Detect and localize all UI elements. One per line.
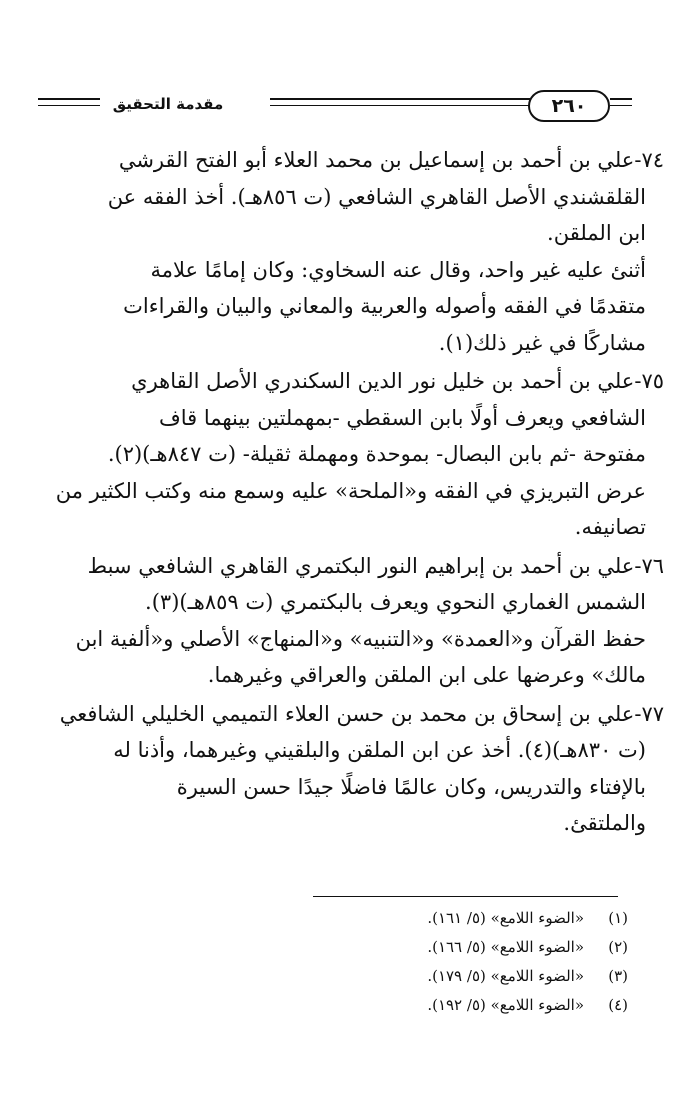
- page-number: ٢٦٠: [528, 90, 610, 122]
- entry-note-line: أثنئ عليه غير واحد، وقال عنه السخاوي: وكان إمامًا علامة: [150, 257, 646, 282]
- footnote: [268, 933, 628, 962]
- footnote-text: «الضوء اللامع» (٥/ ١٦٦).: [427, 938, 584, 956]
- entry-line: مالك» وعرضها على ابن الملقن والعراقي وغيرهما.: [207, 663, 646, 687]
- running-title: مقدمة التحقيق: [112, 95, 224, 113]
- header-rule-middle-thin: [270, 105, 530, 106]
- footnote-text: «الضوء اللامع» (٥/ ١٩٢).: [427, 996, 584, 1014]
- entry-heading-line: ٧٧-علي بن إسحاق بن محمد بن حسن العلاء التميمي الخليلي الشافعي: [59, 701, 664, 726]
- footnote-text: «الضوء اللامع» (٥/ ١٧٩).: [427, 967, 584, 985]
- footnote: [268, 962, 628, 991]
- entry-note-line: مشاركًا في غير ذلك(١).: [438, 330, 646, 355]
- footnote-separator: [313, 896, 618, 897]
- entry-heading-line: ٧٥-علي بن أحمد بن خليل نور الدين السكندري الأصل القاهري: [131, 369, 664, 393]
- page-header: [38, 84, 628, 124]
- biography-entry: [52, 142, 664, 361]
- main-text: [52, 142, 664, 844]
- entry-line: بالإفتاء والتدريس، وكان عالمًا فاضلًا جيدًا حسن السيرة: [176, 774, 646, 799]
- entry-line: والملتقئ.: [563, 811, 646, 835]
- entry-note-line: تصانيفه.: [574, 515, 646, 539]
- header-rule-middle: [270, 98, 530, 100]
- biography-entry: [52, 548, 664, 694]
- footnote: [268, 991, 628, 1020]
- entry-line: مفتوحة -ثم بابن البصال- بموحدة ومهملة ثقيلة- (ت ٨٤٧هـ)(٢).: [107, 442, 646, 466]
- entry-note-line: متقدمًا في الفقه وأصوله والعربية والمعاني والبيان والقراءات: [123, 294, 646, 318]
- entry-line: ابن الملقن.: [547, 221, 646, 245]
- entry-line: القلقشندي الأصل القاهري الشافعي (ت ٨٥٦هـ). أخذ الفقه عن: [107, 184, 646, 209]
- entry-heading-line: ٧٤-علي بن أحمد بن إسماعيل بن محمد العلاء أبو الفتح القرشي: [118, 148, 664, 172]
- biography-entry: [52, 696, 664, 842]
- biography-entry: [52, 363, 664, 546]
- footnote-number: (٢): [608, 938, 628, 956]
- footnote-text: «الضوء اللامع» (٥/ ١٦١).: [427, 909, 584, 927]
- footnote-number: (٤): [608, 996, 628, 1014]
- entry-line: الشافعي ويعرف أولًا بابن السقطي -بمهملتين بينهما قاف: [158, 405, 646, 430]
- footnote-number: (١): [608, 909, 628, 927]
- footnote-number: (٣): [608, 967, 628, 985]
- footnotes: [268, 904, 628, 1020]
- header-rule-right-thin: [610, 105, 632, 106]
- header-rule-right: [610, 98, 632, 100]
- entry-line: (ت ٨٣٠هـ)(٤). أخذ عن ابن الملقن والبلقيني وغيرهما، وأذنا له: [113, 738, 646, 762]
- footnote: [268, 904, 628, 933]
- entry-line: حفظ القرآن و«العمدة» و«التنبيه» و«المنهاج» الأصلي و«ألفية ابن: [75, 626, 646, 651]
- entry-heading-line: ٧٦-علي بن أحمد بن إبراهيم النور البكتمري القاهري الشافعي سبط: [87, 553, 664, 578]
- entry-note-line: عرض التبريزي في الفقه و«الملحة» عليه وسمع منه وكتب الكثير من: [55, 478, 646, 503]
- entry-line: الشمس الغماري النحوي ويعرف بالبكتمري (ت ٨٥٩هـ)(٣).: [145, 590, 646, 614]
